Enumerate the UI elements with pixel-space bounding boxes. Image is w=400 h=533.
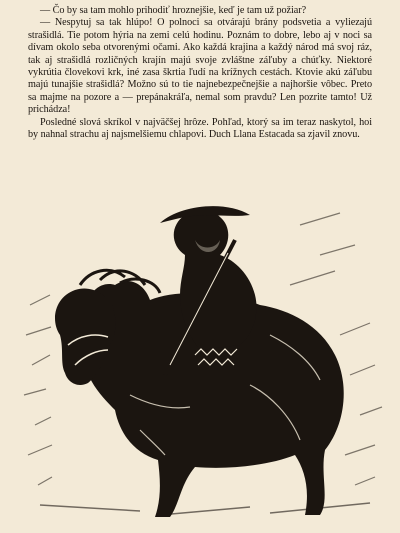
paragraph-1: — Čo by sa tam mohlo prihodiť hroznejšie, keď je tam už požiar? xyxy=(40,5,307,16)
paragraph-3: Posledné slová skríkol v najväčšej hrôze. Pohľad, ktorý sa im teraz naskytol, hoi by nahnal strachu aj najsmelšiemu chlapovi. Duch Llana Estacada sa zjavil znovu. xyxy=(28,116,372,141)
ghost-rider-illustration xyxy=(20,185,388,525)
body-text xyxy=(28,5,372,141)
paragraph-2: — Nespytuj sa tak hlúpo! O polnoci sa otvárajú brány podsvetia a vyliezajú strašidlá. Tie potom hýria na zemi celú hodinu. Poznám to dobre, lebo aj v noci sa dívam okolo seba otvorenými očami. Ako každá krajina a každý národ má svoj ráz, tak aj strašidlá rozličných krajín majú svoje zvláštne záľuby a chúťky. Niektoré vykrútia človekovi krk, iné zasa škrtia ľudí na krížnych cestách. Ktovie akú záľubu majú tunajšie strašidlá? Možno sú to tie najnebezpečnejšie a najhoršie vôbec. Preto sa majme na pozore a — prepánakráľa, nemal som pravdu? Len pozrite tamto! Už prichádza! xyxy=(28,17,372,116)
